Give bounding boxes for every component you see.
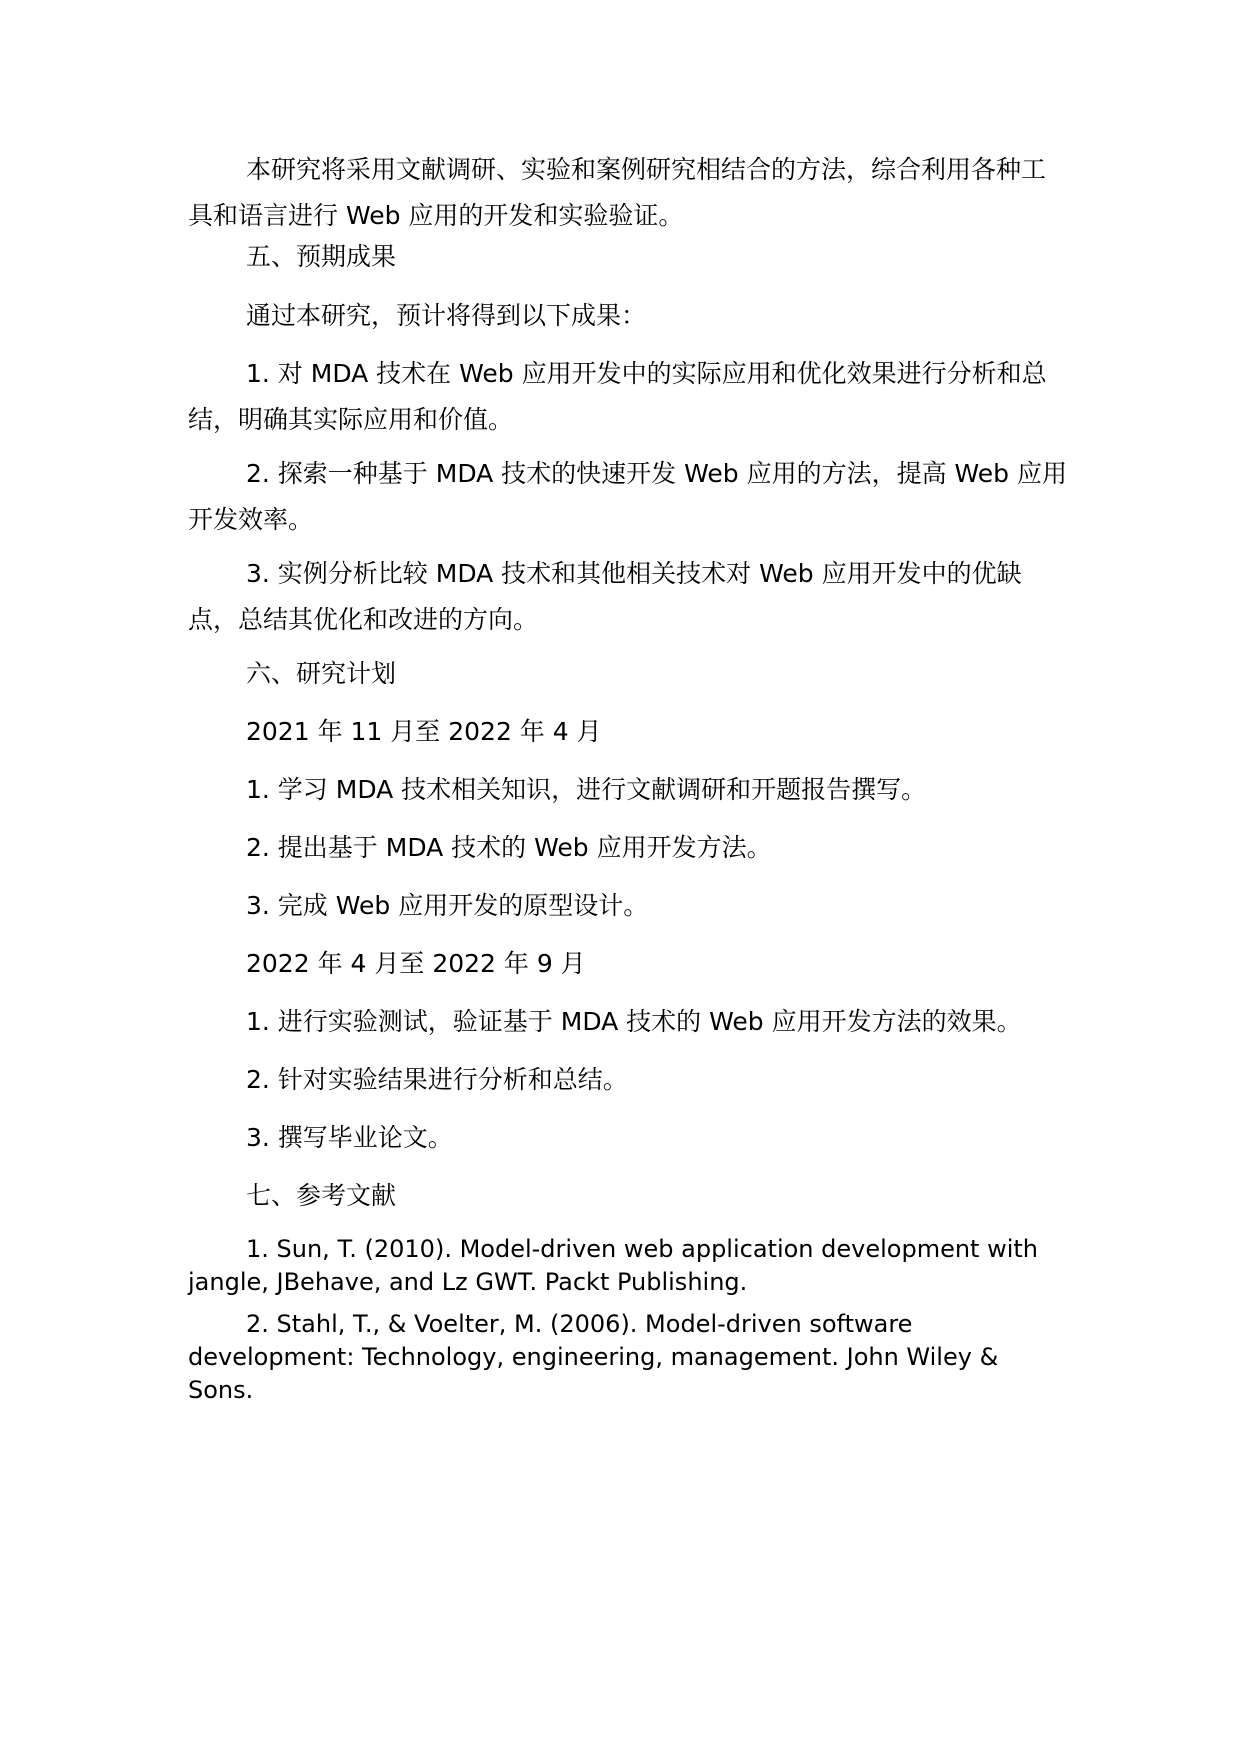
section5-item-2: 2. 探索一种基于 MDA 技术的快速开发 Web 应用的方法，提高 Web 应用开发效率。 xyxy=(188,459,1067,534)
reference-2: 2. Stahl, T., & Voelter, M. (2006). Model-driven software development: Technology, engineering, management. John Wiley & Sons. xyxy=(188,1310,999,1404)
method-paragraph: 本研究将采用文献调研、实验和案例研究相结合的方法，综合利用各种工具和语言进行 Web 应用的开发和实验验证。 xyxy=(188,155,1047,230)
phase1-period: 2021 年 11 月至 2022 年 4 月 xyxy=(246,717,602,746)
phase2-item-1: 1. 进行实验测试，验证基于 MDA 技术的 Web 应用开发方法的效果。 xyxy=(246,1007,1022,1036)
section5-intro: 通过本研究，预计将得到以下成果： xyxy=(246,301,647,330)
section5-item-1: 1. 对 MDA 技术在 Web 应用开发中的实际应用和优化效果进行分析和总结，明确其实际应用和价值。 xyxy=(188,359,1047,434)
phase2-item-2: 2. 针对实验结果进行分析和总结。 xyxy=(246,1065,628,1094)
section5-item-3: 3. 实例分析比较 MDA 技术和其他相关技术对 Web 应用开发中的优缺点，总结其优化和改进的方向。 xyxy=(188,559,1022,634)
reference-1: 1. Sun, T. (2010). Model-driven web application development with jangle, JBehave, and Lz GWT. Packt Publishing. xyxy=(188,1235,1039,1296)
phase1-item-1: 1. 学习 MDA 技术相关知识，进行文献调研和开题报告撰写。 xyxy=(246,775,927,804)
phase1-item-3: 3. 完成 Web 应用开发的原型设计。 xyxy=(246,891,649,920)
section5-heading: 五、预期成果 xyxy=(246,242,397,271)
phase1-item-2: 2. 提出基于 MDA 技术的 Web 应用开发方法。 xyxy=(246,833,772,862)
phase2-period: 2022 年 4 月至 2022 年 9 月 xyxy=(246,949,586,978)
section6-heading: 六、研究计划 xyxy=(246,659,397,688)
section7-heading: 七、参考文献 xyxy=(246,1181,397,1210)
phase2-item-3: 3. 撰写毕业论文。 xyxy=(246,1123,453,1152)
